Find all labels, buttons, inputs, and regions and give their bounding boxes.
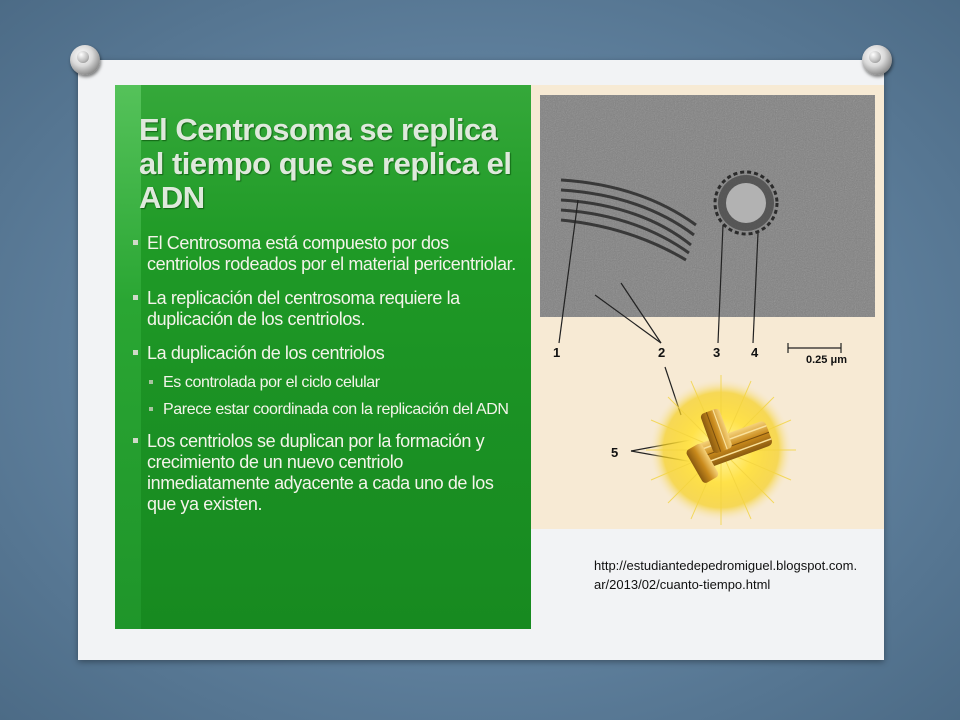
text-panel xyxy=(115,85,531,629)
centrosome-figure xyxy=(531,85,884,529)
sub-bullet-text: Parece estar coordinada con la replicación del ADN xyxy=(163,401,509,418)
bullet-text: La duplicación de los centriolos xyxy=(147,343,385,363)
bullet-marker xyxy=(133,240,138,245)
sub-bullet-text: Es controlada por el ciclo celular xyxy=(163,374,380,391)
figure-label-5: 5 xyxy=(611,445,619,460)
bullet-item xyxy=(133,288,523,330)
bullet-marker xyxy=(133,295,138,300)
bullet-text: La replicación del centrosoma requiere la duplicación de los centriolos. xyxy=(147,288,460,329)
pushpin-icon xyxy=(862,45,892,75)
bullet-marker xyxy=(133,438,138,443)
scale-bar-label: 0.25 μm xyxy=(806,354,847,366)
figure-label-2: 2 xyxy=(658,345,666,360)
figure-label-4: 4 xyxy=(751,345,759,360)
bullet-item xyxy=(133,343,523,364)
pushpin-icon xyxy=(70,45,100,75)
centrosome-illustration xyxy=(531,85,884,529)
slide-title: El Centrosoma se replica al tiempo que se replica el ADN xyxy=(139,112,512,215)
sub-bullet-item xyxy=(133,373,523,392)
sub-bullet-marker xyxy=(149,407,153,411)
figure-label-1: 1 xyxy=(553,345,561,360)
sub-bullet-item xyxy=(133,400,523,419)
bullet-text: Los centriolos se duplican por la formación y crecimiento de un nuevo centriolo inmediatamente adyacente a cada uno de los que ya existen. xyxy=(147,431,494,514)
bullet-item xyxy=(133,233,523,275)
source-url[interactable]: http://estudiantedepedromiguel.blogspot.com.ar/2013/02/cuanto-tiempo.html xyxy=(594,558,858,592)
bullet-item xyxy=(133,431,523,515)
sub-bullet-marker xyxy=(149,380,153,384)
bullet-list xyxy=(133,233,523,528)
centrosome-drawing xyxy=(646,375,796,525)
electron-micrograph xyxy=(540,95,875,317)
bullet-marker xyxy=(133,350,138,355)
figure-label-3: 3 xyxy=(713,345,721,360)
bullet-text: El Centrosoma está compuesto por dos centriolos rodeados por el material pericentriolar. xyxy=(147,233,516,274)
